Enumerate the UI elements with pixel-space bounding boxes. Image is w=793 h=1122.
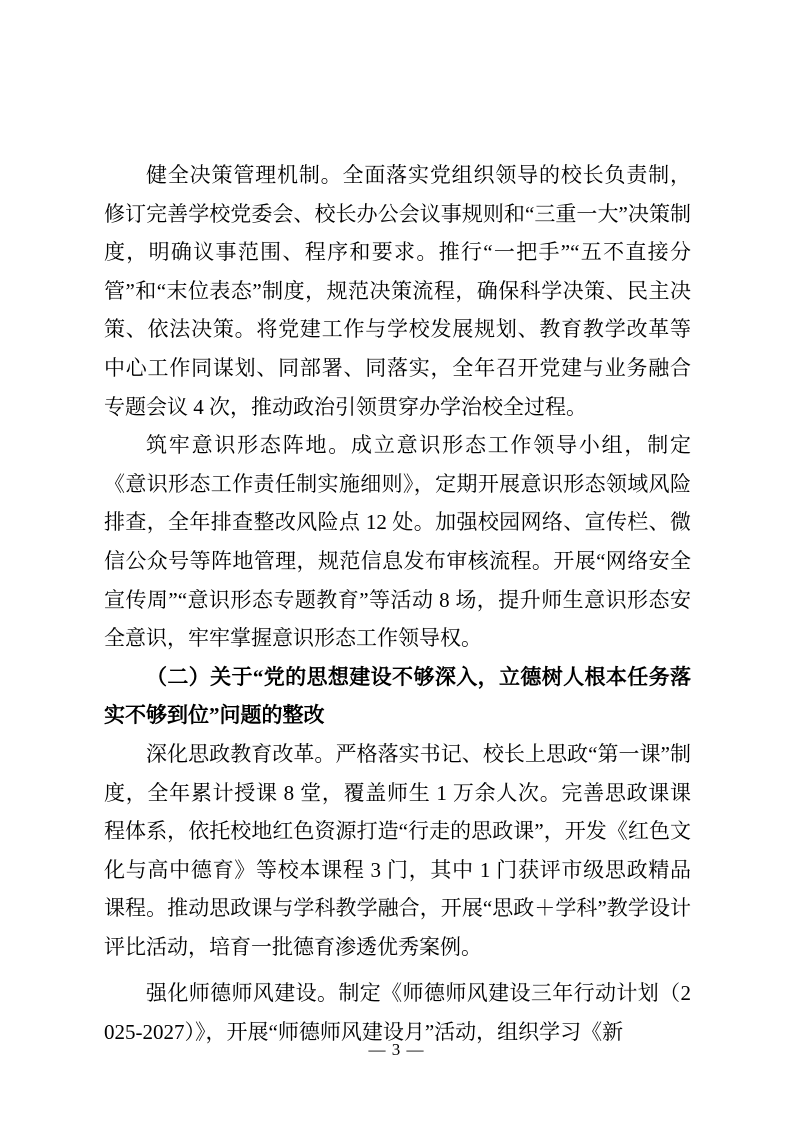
page-number: — 3 —: [368, 1040, 425, 1059]
section-heading-two: （二）关于“党的思想建设不够深入，立德树人根本任务落实不够到位”问题的整改: [104, 664, 691, 728]
paragraph-ideology-work: 筑牢意识形态阵地。成立意识形态工作领导小组，制定《意识形态工作责任制实施细则》，定期开展意识形态领域风险排查，全年排查整改风险点 12 处。加强校园网络、宣传栏、微信公众号等阵地管理，规范信息发布审核流程。开展“网络安全宣传周”“意识形态专题教育”等活动 8 场，提升师生意识形态安全意识，牢牢掌握意识形态工作领导权。: [104, 433, 691, 651]
paragraph-ideological-education: 深化思政教育改革。严格落实书记、校长上思政“第一课”制度，全年累计授课 8 堂，覆盖师生 1 万余人次。完善思政课课程体系，依托校地红色资源打造“行走的思政课”，开发《红色文化与高中德育》等校本课程 3 门，其中 1 门获评市级思政精品课程。推动思政课与学科教学融合，开展“思政＋学科”教学设计评比活动，培育一批德育渗透优秀案例。: [104, 741, 691, 959]
paragraph-decision-mechanism: 健全决策管理机制。全面落实党组织领导的校长负责制，修订完善学校党委会、校长办公会议事规则和“三重一大”决策制度，明确议事范围、程序和要求。推行“一把手”“五不直接分管”和“末位表态”制度，规范决策流程，确保科学决策、民主决策、依法决策。将党建工作与学校发展规划、教育教学改革等中心工作同谋划、同部署、同落实，全年召开党建与业务融合专题会议 4 次，推动政治引领贯穿办学治校全过程。: [104, 163, 691, 419]
document-page: [104, 156, 691, 1052]
paragraph-teacher-ethics: 强化师德师风建设。制定《师德师风建设三年行动计划（2025-2027）》，开展“师德师风建设月”活动，组织学习《新: [104, 981, 691, 1045]
